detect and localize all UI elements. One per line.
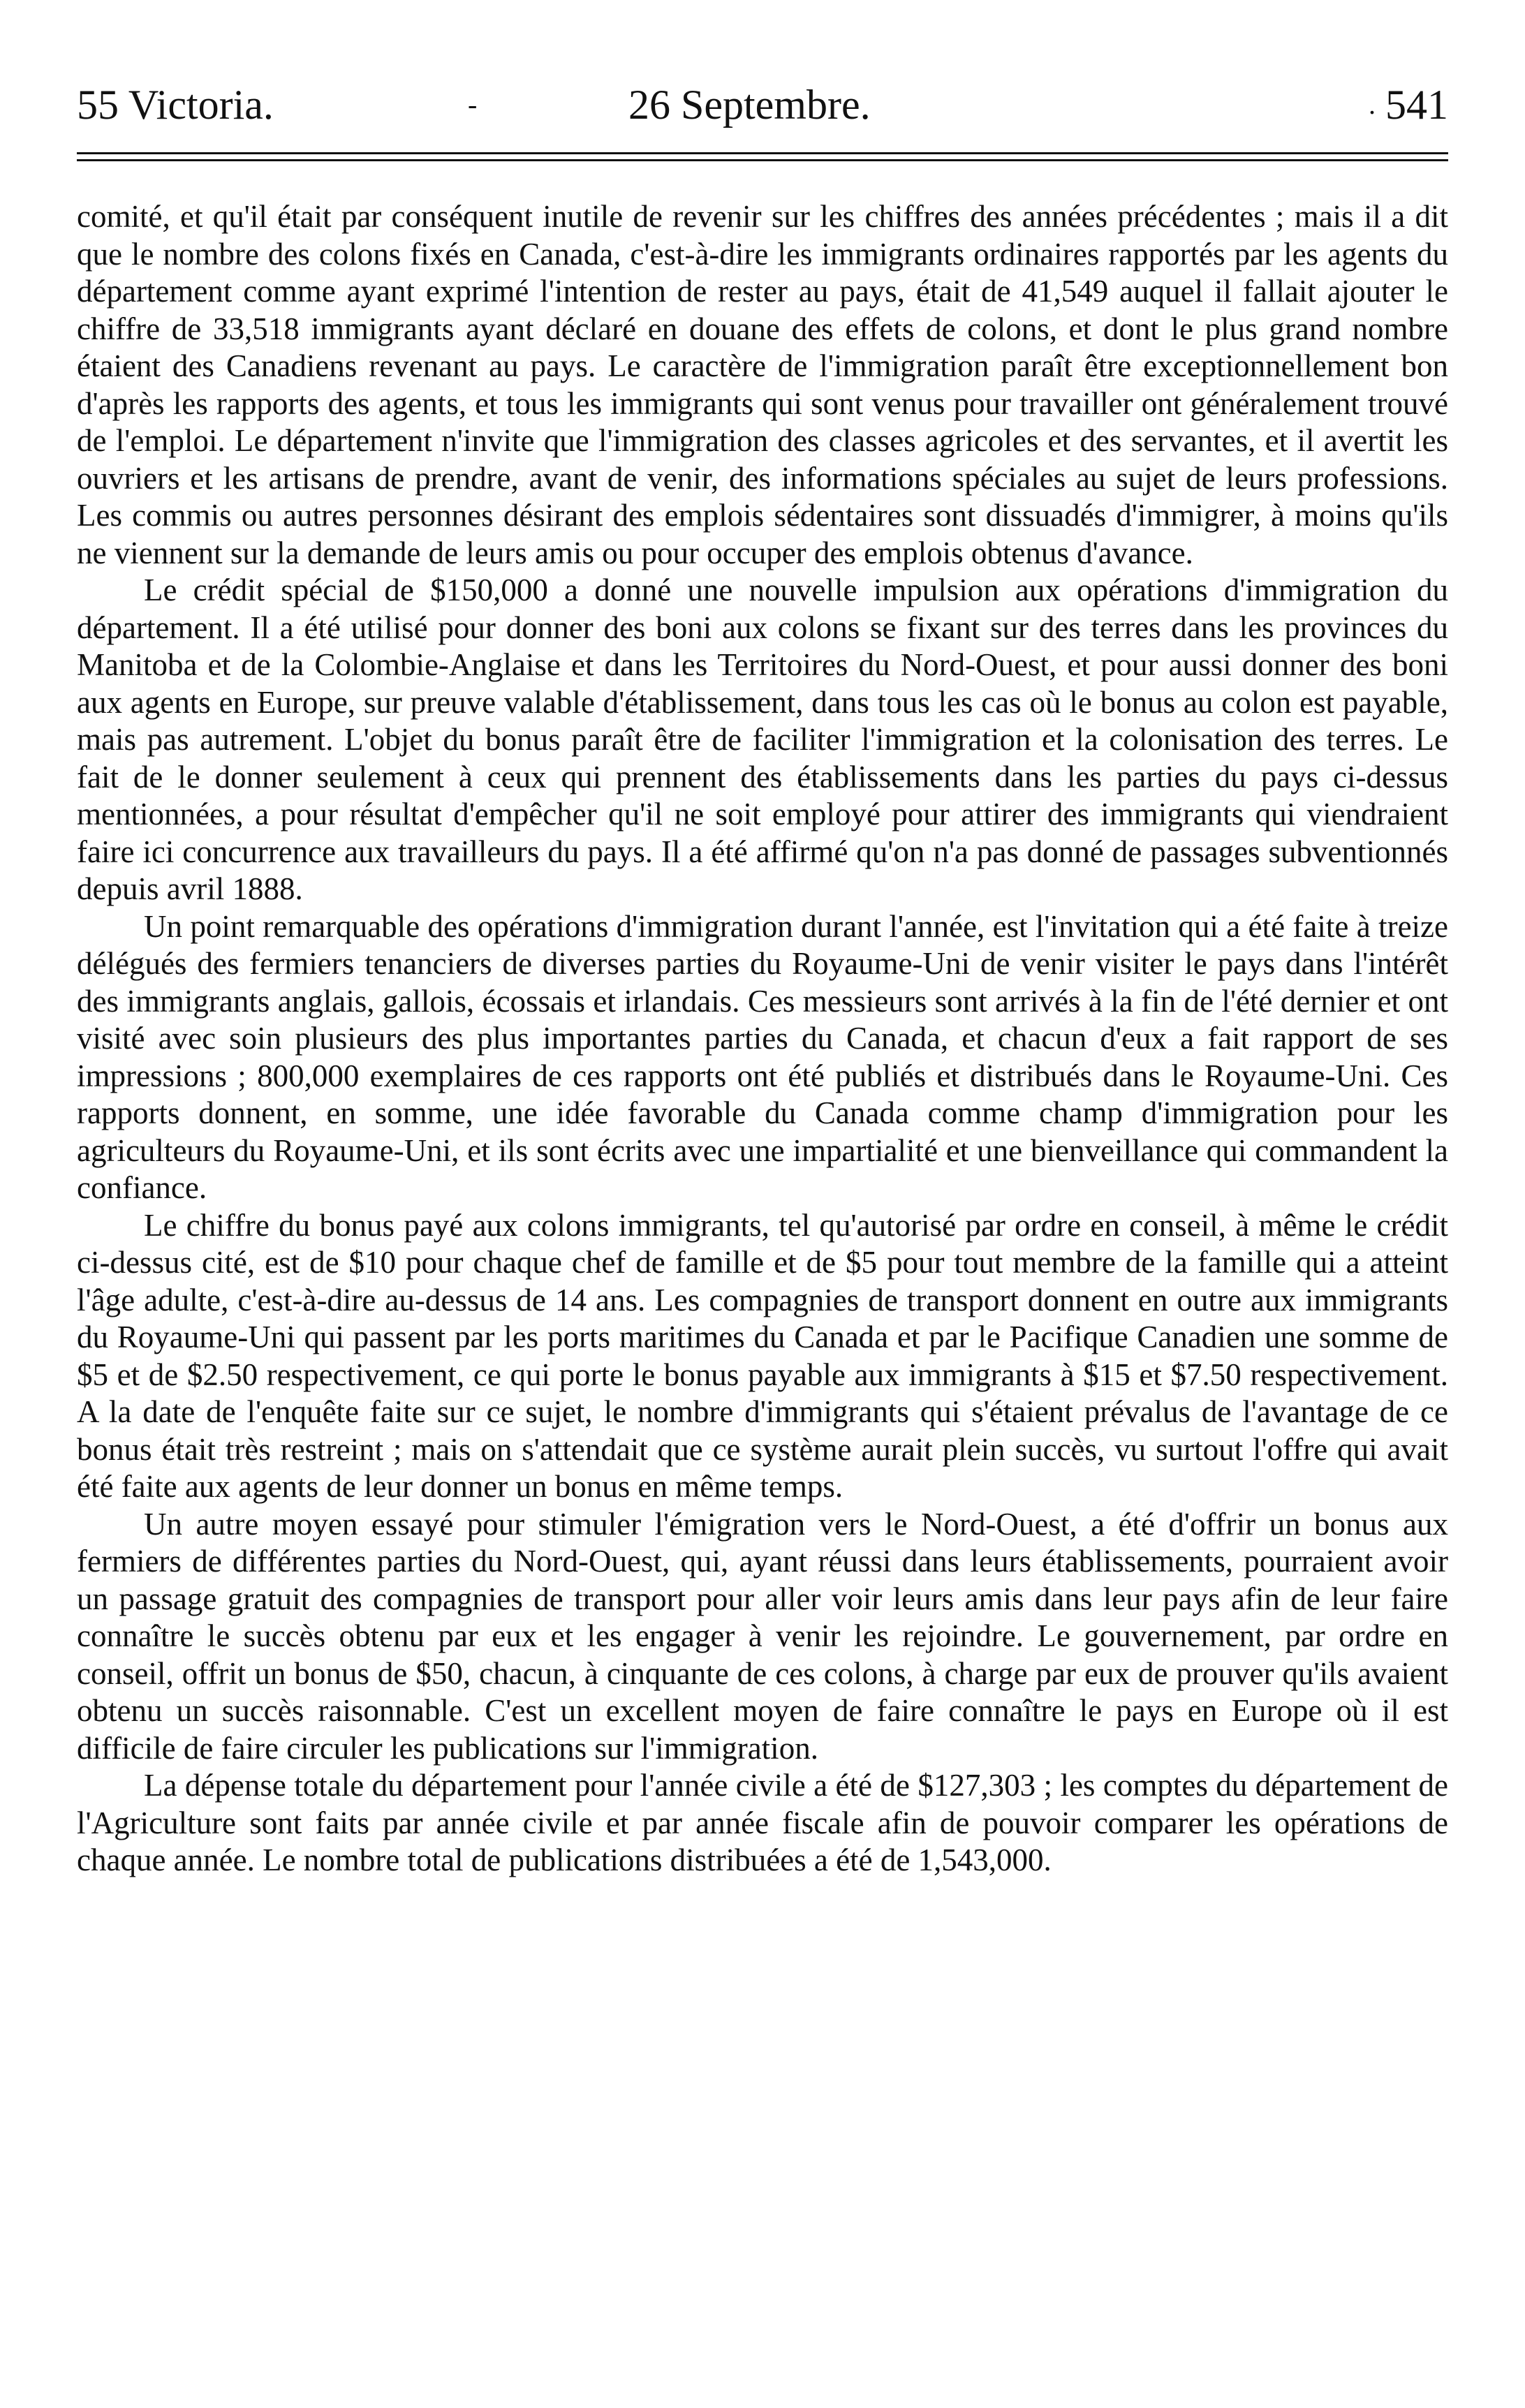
body-text: [77, 198, 1448, 1879]
paragraph-bonus-amount: Le chiffre du bonus payé aux colons immigrants, tel qu'autorisé par ordre en conseil, à même le crédit ci-dessus cité, est de $10 pour chaque chef de famille et de $5 pour tout membre de la famille qui a atteint l'âge adulte, c'est-à-dire au-dessus de 14 ans. Les compagnies de transport donnent en outre aux immigrants du Royaume-Uni qui passent par les ports maritimes du Canada et par le Pacifique Canadien une somme de $5 et de $2.50 respectivement, ce qui porte le bonus payable aux immigrants à $15 et $7.50 respectivement. A la date de l'enquête faite sur ce sujet, le nombre d'immigrants qui s'étaient prévalus de l'avantage de ce bonus était très restreint ; mais on s'attendait que ce système aurait plein succès, vu surtout l'offre qui avait été faite aux agents de leur donner un bonus en même temps.: [77, 1207, 1448, 1504]
paragraph-continuation: comité, et qu'il était par conséquent inutile de revenir sur les chiffres des années précédentes ; mais il a dit que le nombre des colons fixés en Canada, c'est-à-dire les immigrants ordinaires rapportés par les agents du département comme ayant exprimé l'intention de rester au pays, était de 41,549 auquel il fallait ajouter le chiffre de 33,518 immigrants ayant déclaré en douane des effets de colons, et dont le plus grand nombre étaient des Canadiens revenant au pays. Le caractère de l'immigration paraît être exceptionnellement bon d'après les rapports des agents, et tous les immigrants qui sont venus pour travailler ont généralement trouvé de l'emploi. Le département n'invite que l'immigration des classes agricoles et des servantes, et il avertit les ouvriers et les artisans de prendre, avant de venir, des informations spéciales au sujet de leurs professions. Les commis ou autres personnes désirant des emplois sédentaires sont dissuadés d'immigrer, à moins qu'ils ne viennent sur la demande de leurs amis ou pour occuper des emplois obtenus d'avance.: [77, 199, 1448, 570]
header-mark-left: -: [468, 89, 478, 120]
paragraph-special-credit: Le crédit spécial de $150,000 a donné une nouvelle impulsion aux opérations d'immigration du département. Il a été utilisé pour donner des boni aux colons se fixant sur des terres dans les provinces du Manitoba et de la Colombie-Anglaise et dans les Territoires du Nord-Ouest, et pour aussi donner des boni aux agents en Europe, sur preuve valable d'établissement, dans tous les cas où le bonus au colon est payable, mais pas autrement. L'objet du bonus paraît être de faciliter l'immigration et la colonisation des terres. Le fait de le donner seulement à ceux qui prennent des établissements dans les parties du pays ci-dessus mentionnées, a pour résultat d'empêcher qu'il ne soit employé pour attirer des immigrants qui viendraient faire ici concurrence aux travailleurs du pays. Il a été affirmé qu'on n'a pas donné de passages subventionnés depuis avril 1888.: [77, 573, 1448, 906]
date-label: 26 Septembre.: [628, 82, 871, 128]
paragraph-farmer-bonus: Un autre moyen essayé pour stimuler l'émigration vers le Nord-Ouest, a été d'offrir un bonus aux fermiers de différentes parties du Nord-Ouest, qui, ayant réussi dans leurs établissements, pourraient avoir un passage gratuit des compagnies de transport pour aller voir leurs amis dans leur pays afin de leur faire connaître le succès obtenu par eux et les engager à venir les rejoindre. Le gouvernement, par ordre en conseil, offrit un bonus de $50, chacun, à cinquante de ces colons, à charge par eux de prouver qu'ils avaient obtenu un succès raisonnable. C'est un excellent moyen de faire connaître le pays en Europe où il est difficile de faire circuler les publications sur l'immigration.: [77, 1506, 1448, 1766]
header-double-rule: [77, 152, 1448, 162]
header-mark-right: .: [1369, 89, 1376, 120]
document-page: [77, 70, 1448, 2374]
running-header: [77, 70, 1448, 140]
session-label: 55 Victoria.: [77, 82, 274, 128]
paragraph-total-expense: La dépense totale du département pour l'année civile a été de $127,303 ; les comptes du département de l'Agriculture sont faits par année civile et par année fiscale afin de pouvoir comparer les opérations de chaque année. Le nombre total de publications distribuées a été de 1,543,000.: [77, 1768, 1448, 1877]
page-number: 541: [1385, 82, 1448, 128]
paragraph-delegates: Un point remarquable des opérations d'immigration durant l'année, est l'invitation qui a été faite à treize délégués des fermiers tenanciers de diverses parties du Royaume-Uni de venir visiter le pays dans l'intérêt des immigrants anglais, gallois, écossais et irlandais. Ces messieurs sont arrivés à la fin de l'été dernier et ont visité avec soin plusieurs des plus importantes parties du Canada, et chacun d'eux a fait rapport de ses impressions ; 800,000 exemplaires de ces rapports ont été publiés et distribués dans le Royaume-Uni. Ces rapports donnent, en somme, une idée favorable du Canada comme champ d'immigration pour les agriculteurs du Royaume-Uni, et ils sont écrits avec une impartialité et une bienveillance qui commandent la confiance.: [77, 908, 1448, 1205]
